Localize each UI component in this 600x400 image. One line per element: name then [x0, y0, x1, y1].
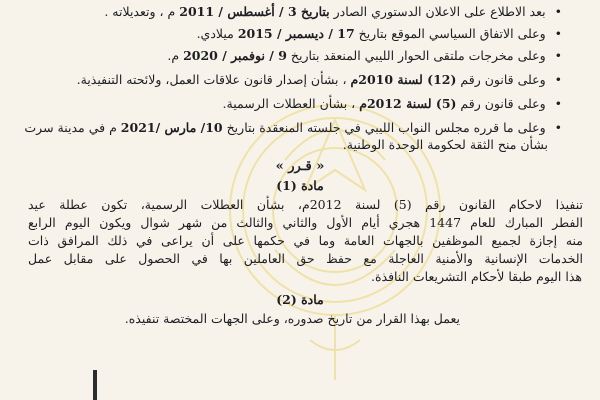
preamble-text: ميلادي. [196, 26, 234, 41]
preamble-text: وعلى قانون رقم [456, 72, 546, 87]
preamble-law-ref: (12) لسنة 2010م [350, 72, 457, 87]
bullet-icon: • [554, 26, 562, 41]
preamble-text: وعلى ما قرره مجلس النواب الليبي في جلسته المنعقدة بتاريخ [222, 120, 546, 135]
article-2-text: يعمل بهذا القرار من تاريخ صدوره، وعلى الجهات المختصة تنفيذه. [124, 311, 460, 326]
preamble-text: م. [167, 48, 180, 63]
preamble-text: وعلى الاتفاق السياسي الموقع بتاريخ [354, 26, 546, 41]
preamble-date: 9 / نوفمبر / 2020 [183, 48, 287, 63]
bullet-icon: • [554, 96, 562, 111]
article-2-title: مادة (2) [276, 292, 324, 307]
preamble-line [223, 96, 562, 112]
preamble-text: وعلى قانون رقم [456, 96, 546, 111]
article-1-line: تنفيذا لاحكام القانون رقم (5) لسنة 2012م، بشأن العطلات الرسمية، تكون عطلة عيد [28, 197, 583, 212]
preamble-line [167, 48, 562, 64]
preamble-line [77, 72, 562, 88]
bullet-icon: • [554, 48, 562, 63]
article-1-line: الخدمات الإنسانية والأمنية العاجلة مع حفظ حق العاملين بها في الحصول على مقابل عمل [28, 251, 583, 266]
preamble-date: 17 / ديسمبر / 2015 [237, 26, 355, 41]
preamble-text: م في مدينة سرت [24, 120, 117, 135]
page-edge-mark [93, 370, 97, 400]
article-1-line: منه إجازة لجميع الموظفين بالجهات العامة وما في حكمها على أن يراعى في ذلك المرافق ذات [28, 233, 583, 248]
bullet-icon: • [554, 4, 562, 19]
preamble-text: ، بشأن إصدار قانون علاقات العمل، ولائحته التنفيذية. [76, 72, 347, 87]
article-1-title: مادة (1) [276, 178, 324, 193]
preamble-law-ref: (5) لسنة 2012م [359, 96, 457, 111]
preamble-text: ، بشأن العطلات الرسمية. [222, 96, 356, 111]
decided-heading: « قـرر » [275, 159, 325, 174]
bullet-icon: • [554, 72, 562, 87]
article-1-line: هذا اليوم طبقا لأحكام التشريعات النافذة. [370, 269, 582, 284]
preamble-line [197, 26, 562, 42]
preamble-date: 10/ مارس /2021 [120, 120, 223, 135]
preamble-text: وعلى مخرجات ملتقى الحوار الليبي المنعقد بتاريخ [286, 48, 546, 63]
preamble-date: بتاريخ 3 / أغسطس / 2011 [179, 4, 330, 19]
preamble-line [24, 120, 562, 136]
article-1-line: الفطر المبارك للعام 1447 هجري أيام الأول والثاني والثالث من شهر شوال ويكون اليوم الرابع [28, 215, 583, 230]
preamble-line [104, 4, 562, 20]
preamble-text: م ، وتعديلاته . [104, 4, 176, 19]
bullet-icon: • [554, 120, 562, 135]
preamble-text: بعد الاطلاع على الاعلان الدستوري الصادر [329, 4, 546, 19]
preamble-continuation: بشأن منح الثقة لحكومة الوحدة الوطنية. [342, 137, 548, 152]
